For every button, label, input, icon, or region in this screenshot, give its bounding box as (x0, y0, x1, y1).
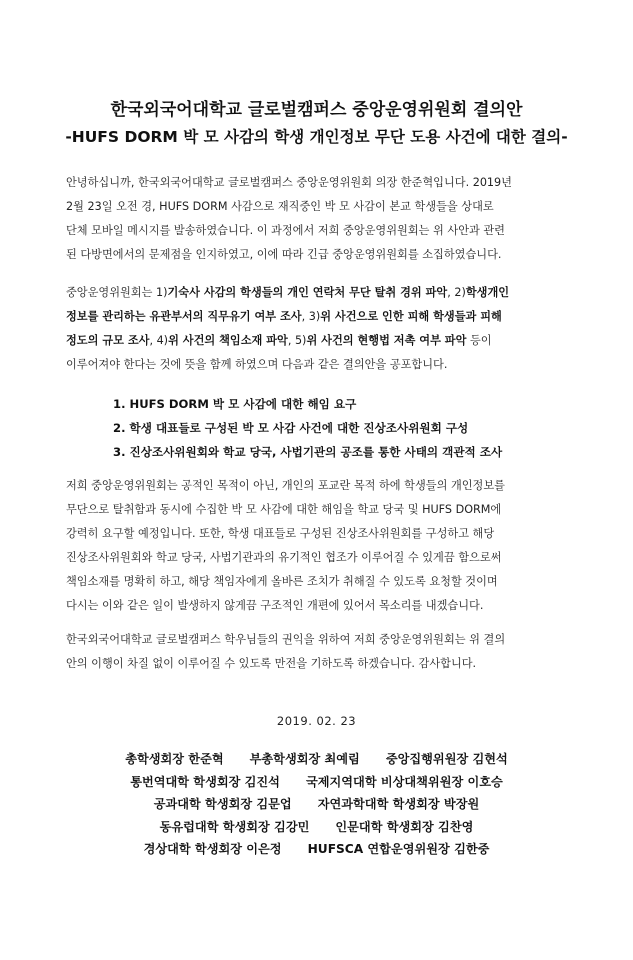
resolution-item: 3. 진상조사위원회와 학교 당국, 사법기관의 공조를 통한 사태의 객관적 조사 (113, 445, 503, 459)
signatories-block (0, 748, 633, 861)
intro-paragraph (66, 171, 571, 267)
signatory: 공과대학 학생회장 김문업 (153, 797, 292, 811)
statement-paragraph (66, 474, 571, 618)
signatory: 경상대학 학생회장 이은정 (143, 842, 282, 856)
demands-paragraph (66, 281, 571, 377)
signatory-row (0, 793, 633, 816)
statement-line: 무단으로 탈취함과 동시에 수집한 박 모 사감에 대한 해임을 학교 당국 및 HUFS DORM에 (66, 503, 502, 516)
intro-line: 2월 23일 오전 경, HUFS DORM 사감으로 재직중인 박 모 사감이 본교 학생들을 상대로 (66, 200, 494, 213)
demands-line: 이루어져야 한다는 것에 뜻을 함께 하였으며 다음과 같은 결의안을 공포합니다. (66, 358, 448, 371)
statement-line: 강력히 요구할 예정입니다. 또한, 학생 대표들로 구성된 진상조사위원회를 구성하고 해당 (66, 527, 495, 540)
resolution-item: 1. HUFS DORM 박 모 사감에 대한 해임 요구 (113, 397, 357, 411)
plain-text: 등이 (466, 334, 492, 347)
bold-text: 기숙사 사감의 학생들의 개인 연락처 무단 탈취 경위 파악 (167, 286, 448, 299)
resolution-list (113, 392, 573, 464)
bold-text: 정도의 규모 조사 (66, 334, 150, 347)
intro-line: 안녕하십니까, 한국외국어대학교 글로벌캠퍼스 중앙운영위원회 의장 한준혁입니다. 2019년 (66, 176, 512, 189)
signatory: 자연과학대학 학생회장 박장원 (317, 797, 480, 811)
closing-line: 한국외국어대학교 글로벌캠퍼스 학우님들의 권익을 위하여 저희 중앙운영위원회는 위 결의 (66, 633, 506, 646)
statement-line: 책임소재를 명확히 하고, 해당 책임자에게 올바른 조치가 취해질 수 있도록 요청할 것이며 (66, 575, 498, 588)
demands-line (66, 305, 571, 329)
demands-line (66, 281, 571, 305)
plain-text: , 3) (301, 310, 321, 323)
signatory: 동유럽대학 학생회장 김강민 (159, 819, 310, 834)
plain-text: 중앙운영위원회는 1) (66, 286, 168, 299)
closing-line: 안의 이행이 차질 없이 이루어질 수 있도록 만전을 기하도록 하겠습니다. 감사합니다. (66, 657, 477, 670)
plain-text: , 5) (287, 334, 307, 347)
bold-text: 위 사건의 현행법 저촉 여부 파악 (306, 334, 467, 347)
signatory-row (0, 748, 633, 771)
intro-line: 된 다방면에서의 문제점을 인지하였고, 이에 따라 긴급 중앙운영위원회를 소집하였습니다. (66, 248, 502, 261)
signatory: 중앙집행위원장 김현석 (385, 752, 508, 766)
closing-paragraph (66, 628, 571, 676)
document-title: 한국외국어대학교 글로벌캠퍼스 중앙운영위원회 결의안 (110, 100, 523, 120)
demands-line (66, 329, 571, 353)
signatory: HUFSCA 연합운영위원장 김한중 (307, 842, 490, 856)
bold-text: 위 사건의 책임소재 파악 (168, 334, 288, 347)
signatory: 국제지역대학 비상대책위원장 이호승 (305, 774, 503, 789)
signatory-row (0, 816, 633, 839)
intro-line: 단체 모바일 메시지를 발송하였습니다. 이 과정에서 저희 중앙운영위원회는 위 사안과 관련 (66, 224, 505, 237)
statement-line: 진상조사위원회와 학교 당국, 사법기관과의 유기적인 협조가 이루어질 수 있게끔 함으로써 (66, 551, 502, 564)
signatory: 부총학생회장 최예림 (249, 752, 360, 766)
bold-text: 위 사건으로 인한 피해 학생들과 피해 (320, 310, 502, 323)
plain-text: , 2) (447, 286, 466, 299)
signatory: 총학생회장 한준혁 (125, 752, 224, 766)
statement-line: 저희 중앙운영위원회는 공적인 목적이 아닌, 개인의 포교란 목적 하에 학생들의 개인정보를 (66, 479, 505, 492)
signatory-row (0, 838, 633, 861)
signatory: 인문대학 학생회장 김찬영 (335, 819, 474, 834)
signatory: 통번역대학 학생회장 김진석 (130, 774, 280, 789)
bold-text: 학생개인 (465, 286, 510, 299)
plain-text: , 4) (149, 334, 169, 347)
document-subtitle: -HUFS DORM 박 모 사감의 학생 개인정보 무단 도용 사건에 대한 결의- (65, 128, 568, 146)
signatory-row (0, 771, 633, 794)
statement-line: 다시는 이와 같은 일이 발생하지 않게끔 구조적인 개편에 있어서 목소리를 내겠습니다. (66, 599, 484, 612)
document-date: 2019. 02. 23 (276, 714, 357, 728)
bold-text: 정보를 관리하는 유관부서의 직무유기 여부 조사 (66, 310, 302, 323)
resolution-item: 2. 학생 대표들로 구성된 박 모 사감 사건에 대한 진상조사위원회 구성 (113, 421, 469, 435)
